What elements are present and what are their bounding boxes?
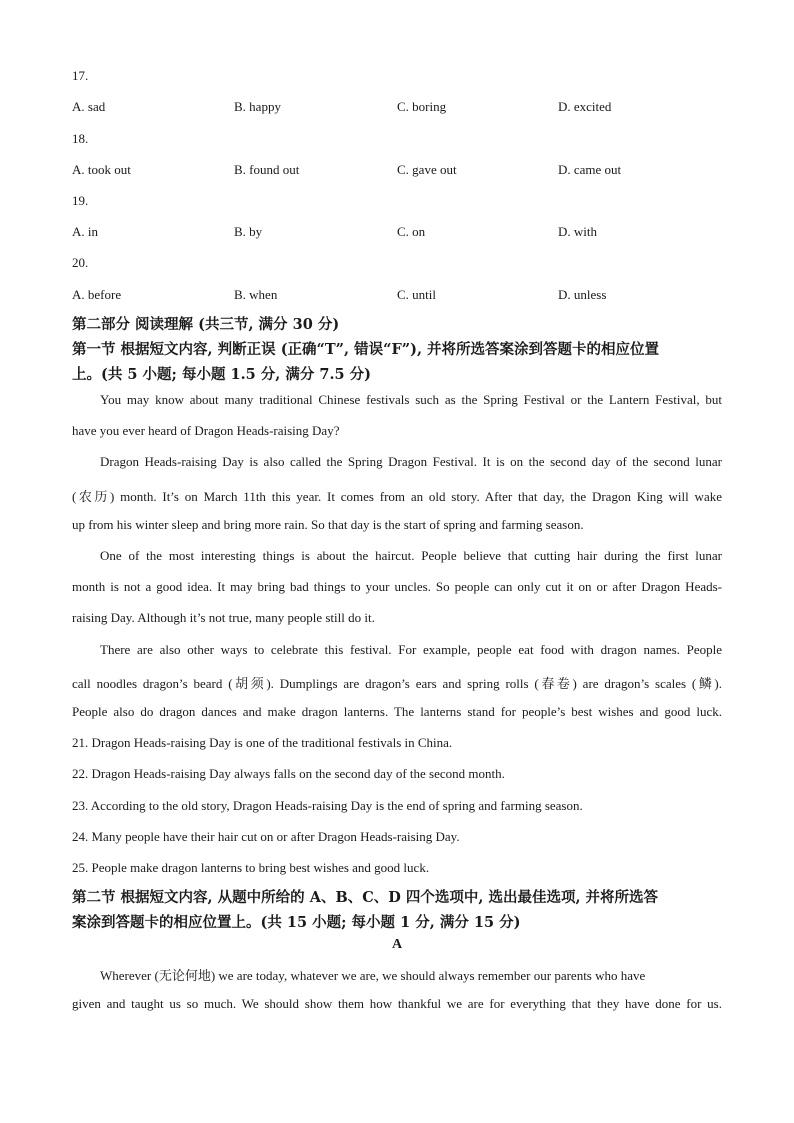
q18-option-c: C. gave out <box>397 162 457 177</box>
q18-option-a: A. took out <box>72 162 131 177</box>
section2-heading-line2: 案涂到答题卡的相应位置上。(共 15 小题; 每小题 1 分, 满分 15 分) <box>72 914 521 931</box>
passage-line: People also do dragon dances and make dragon lanterns. The lanterns stand for people’s best wishes and good luck. <box>72 704 722 719</box>
question-number-17: 17. <box>72 68 89 83</box>
question-number-18: 18. <box>72 131 89 146</box>
section1-heading-line2: 上。(共 5 小题; 每小题 1.5 分, 满分 7.5 分) <box>72 366 372 383</box>
q18-option-d: D. came out <box>558 162 622 177</box>
passage-line: up from his winter sleep and bring more rain. So that day is the start of spring and farming season. <box>72 517 584 532</box>
passage-line: There are also other ways to celebrate this festival. For example, people eat food with dragon names. People <box>100 642 722 657</box>
passage-a-line: given and taught us so much. We should show them how thankful we are for everything that they have done for us. <box>72 996 722 1011</box>
q17-option-d: D. excited <box>558 99 612 114</box>
q17-option-b: B. happy <box>234 99 281 114</box>
statement-25: 25. People make dragon lanterns to bring best wishes and good luck. <box>72 860 430 875</box>
passage-a-label: A <box>391 937 403 952</box>
question-number-20: 20. <box>72 255 89 270</box>
passage-line: call noodles dragon’s beard (胡须). Dumplings are dragon’s ears and spring rolls (春卷) are dragon’s scales (鳞). <box>72 676 722 691</box>
passage-line: Dragon Heads-raising Day is also called the Spring Dragon Festival. It is on the second day of the second lunar <box>100 454 722 469</box>
q20-option-d: D. unless <box>558 287 607 302</box>
passage-line: month is not a good idea. It may bring bad things to your uncles. So people can only cut it on or after Dragon Heads- <box>72 579 722 594</box>
q19-option-c: C. on <box>397 224 426 239</box>
q18-option-b: B. found out <box>234 162 300 177</box>
statement-22: 22. Dragon Heads-raising Day always falls on the second day of the second month. <box>72 766 505 781</box>
question-number-19: 19. <box>72 193 89 208</box>
passage-line: raising Day. Although it’s not true, many people still do it. <box>72 610 375 625</box>
part2-title: 第二部分 阅读理解 (共三节, 满分 30 分) <box>72 316 340 333</box>
q20-option-c: C. until <box>397 287 437 302</box>
q20-option-b: B. when <box>234 287 278 302</box>
q20-option-a: A. before <box>72 287 122 302</box>
section2-heading-line1: 第二节 根据短文内容, 从题中所给的 A、B、C、D 四个选项中, 选出最佳选项, 并将所选答 <box>72 889 659 906</box>
q19-option-b: B. by <box>234 224 263 239</box>
passage-line: You may know about many traditional Chinese festivals such as the Spring Festival or the Lantern Festival, but <box>100 392 722 407</box>
passage-line: (农历) month. It’s on March 11th this year. It comes from an old story. After that day, the Dragon King will wake <box>72 489 722 504</box>
passage-a-line: Wherever (无论何地) we are today, whatever we are, we should always remember our parents who have <box>100 968 646 983</box>
statement-24: 24. Many people have their hair cut on or after Dragon Heads-raising Day. <box>72 829 460 844</box>
statement-23: 23. According to the old story, Dragon Heads-raising Day is the end of spring and farming season. <box>72 798 583 813</box>
q19-option-d: D. with <box>558 224 597 239</box>
q17-option-a: A. sad <box>72 99 106 114</box>
section1-heading-line1: 第一节 根据短文内容, 判断正误 (正确“T”, 错误“F”), 并将所选答案涂到答题卡的相应位置 <box>72 341 660 358</box>
q17-option-c: C. boring <box>397 99 447 114</box>
q19-option-a: A. in <box>72 224 98 239</box>
statement-21: 21. Dragon Heads-raising Day is one of the traditional festivals in China. <box>72 735 453 750</box>
passage-line: One of the most interesting things is about the haircut. People believe that cutting hair during the first lunar <box>100 548 722 563</box>
passage-line: have you ever heard of Dragon Heads-raising Day? <box>72 423 340 438</box>
